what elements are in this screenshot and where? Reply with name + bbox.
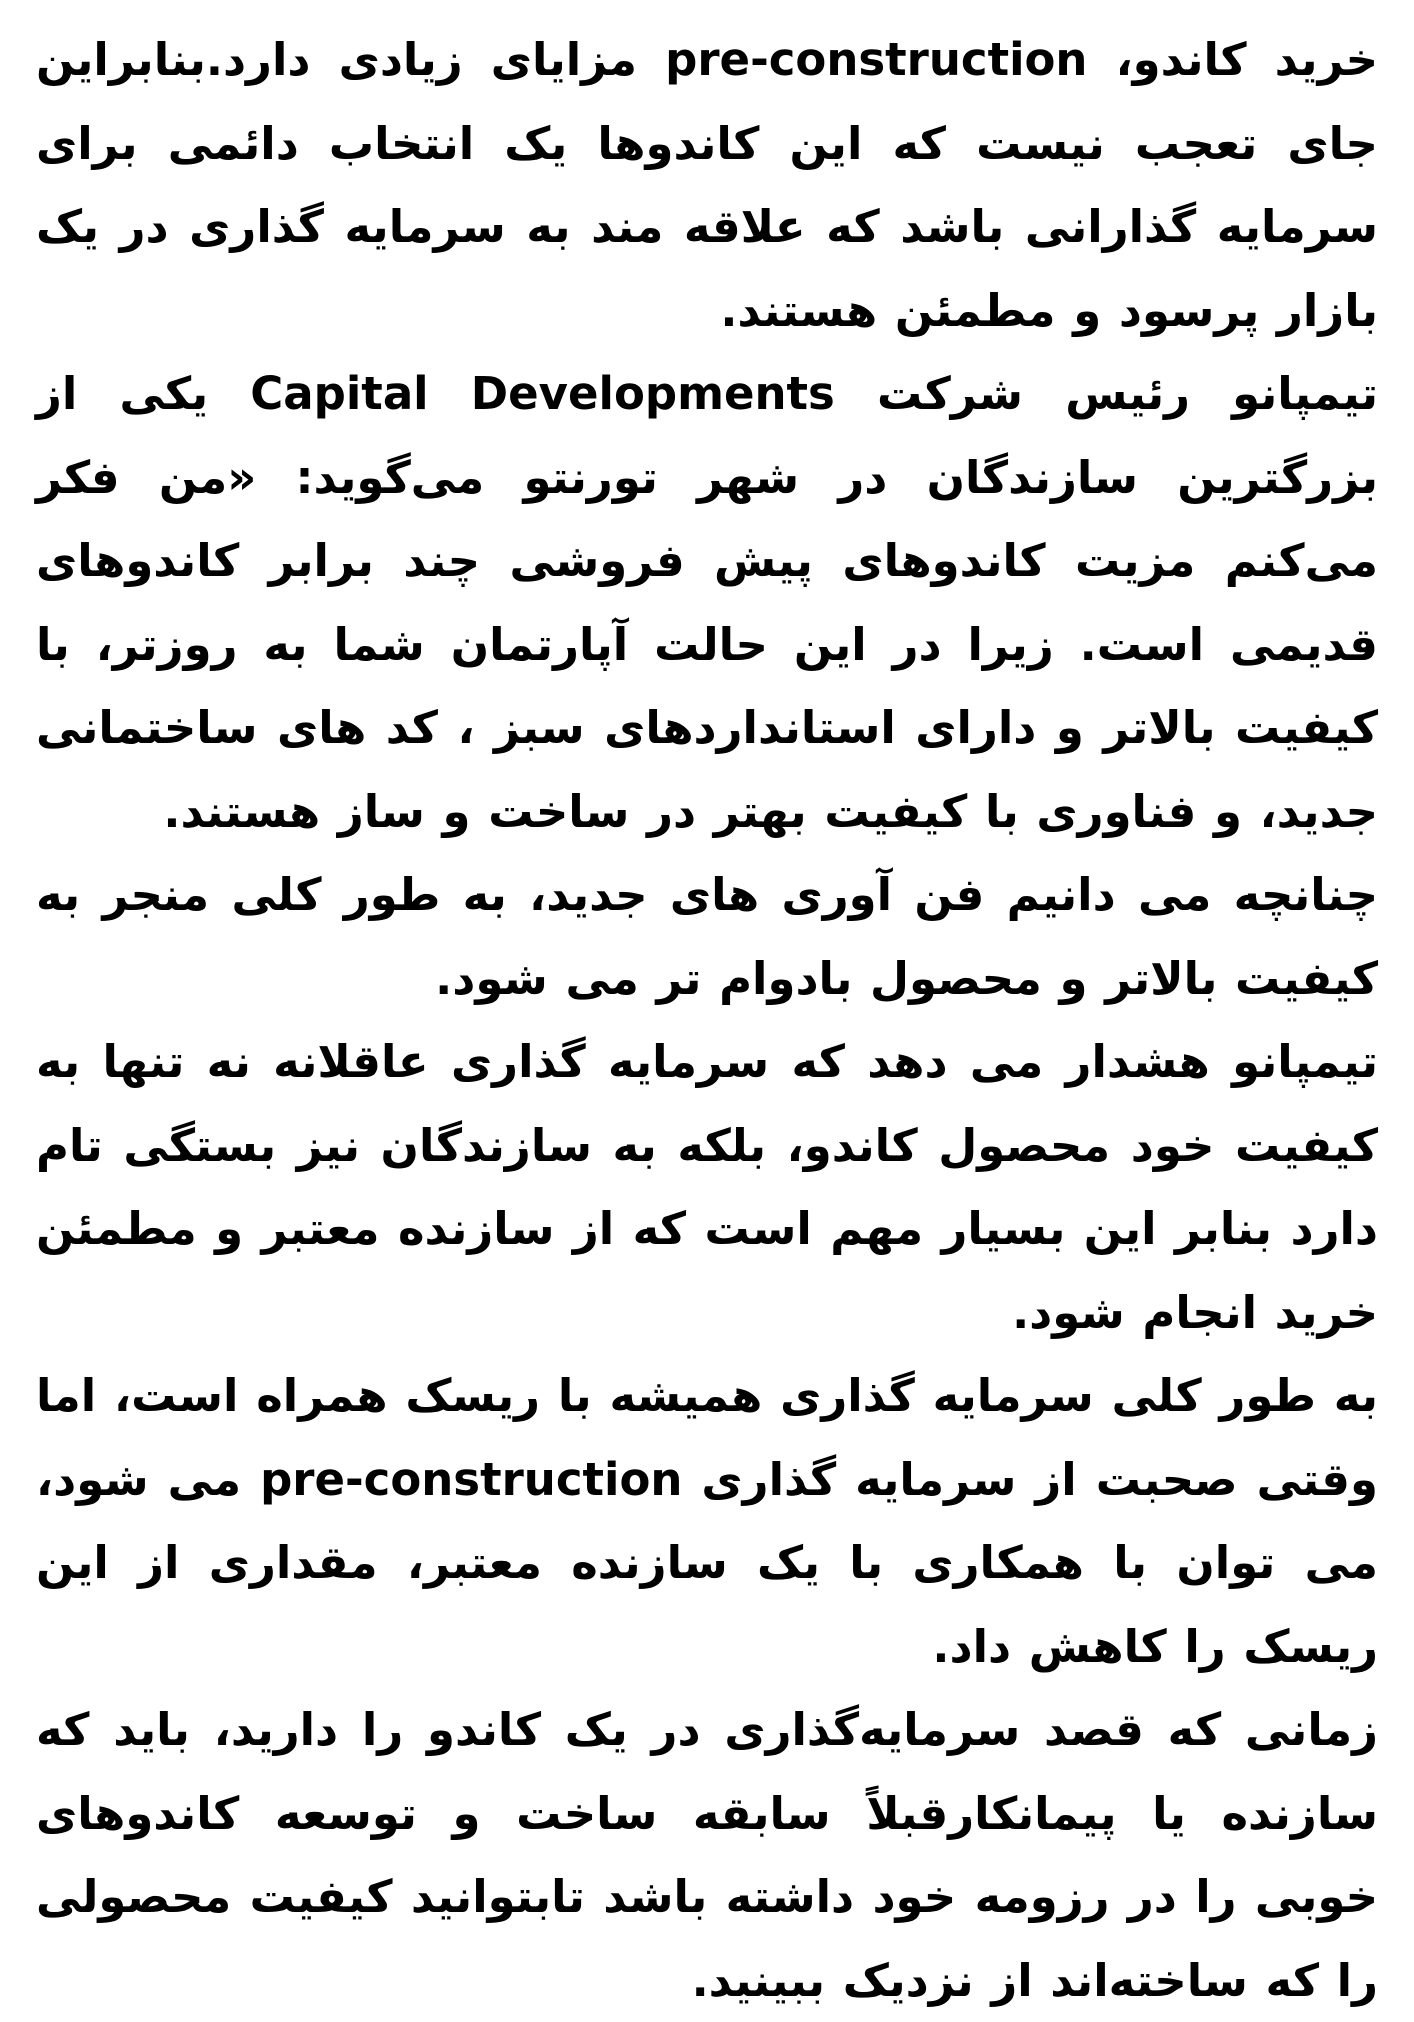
paragraph-new-technology: چنانچه می دانیم فن آوری های جدید، به طور کلی منجر به کیفیت بالاتر و محصول بادوام تر می شود. xyxy=(36,868,1378,1005)
paragraph-builder-warning: تیمپانو هشدار می دهد که سرمایه گذاری عاقلانه نه تنها به کیفیت خود محصول کاندو، بلکه به سازندگان نیز بستگی تام دارد بنابر این بسیار مهم است که از سازنده معتبر و مطمئن خرید انجام شود. xyxy=(36,1035,1378,1339)
paragraph-investment-risk: به طور کلی سرمایه گذاری همیشه با ریسک همراه است، اما وقتی صحبت از سرمایه گذاری pre-construction می شود، می توان با همکاری با یک سازنده معتبر، مقداری از این ریسک را کاهش داد. xyxy=(36,1369,1378,1673)
paragraph-timpano-quote: تیمپانو رئیس شرکت Capital Developments یکی از بزرگترین سازندگان در شهر تورنتو می‌گوید: «من فکر می‌کنم مزیت کاندوهای پیش فروشی چند برابر کاندوهای قدیمی است. زیرا در این حالت آپارتمان شما به روزتر، با کیفیت بالاتر و دارای استانداردهای سبز ، کد های ساختمانی جدید، و فناوری با کیفیت بهتر در ساخت و ساز هستند. xyxy=(36,367,1378,838)
paragraph-builder-track-record: زمانی که قصد سرمایه‌گذاری در یک کاندو را دارید، باید که سازنده یا پیمانکارقبلاً سابقه ساخت و توسعه کاندوهای خوبی را در رزومه خود داشته باشد تابتوانید کیفیت محصولی را که ساخته‌اند از نزدیک ببینید. xyxy=(36,1703,1378,2007)
paragraph-preconstruction-benefits: خرید کاندو، pre-construction مزایای زیادی دارد.بنابراین جای تعجب نیست که این کاندوها یک انتخاب دائمی برای سرمایه گذارانی باشد که علاقه مند به سرمایه گذاری در یک بازار پرسود و مطمئن هستند. xyxy=(36,33,1379,337)
